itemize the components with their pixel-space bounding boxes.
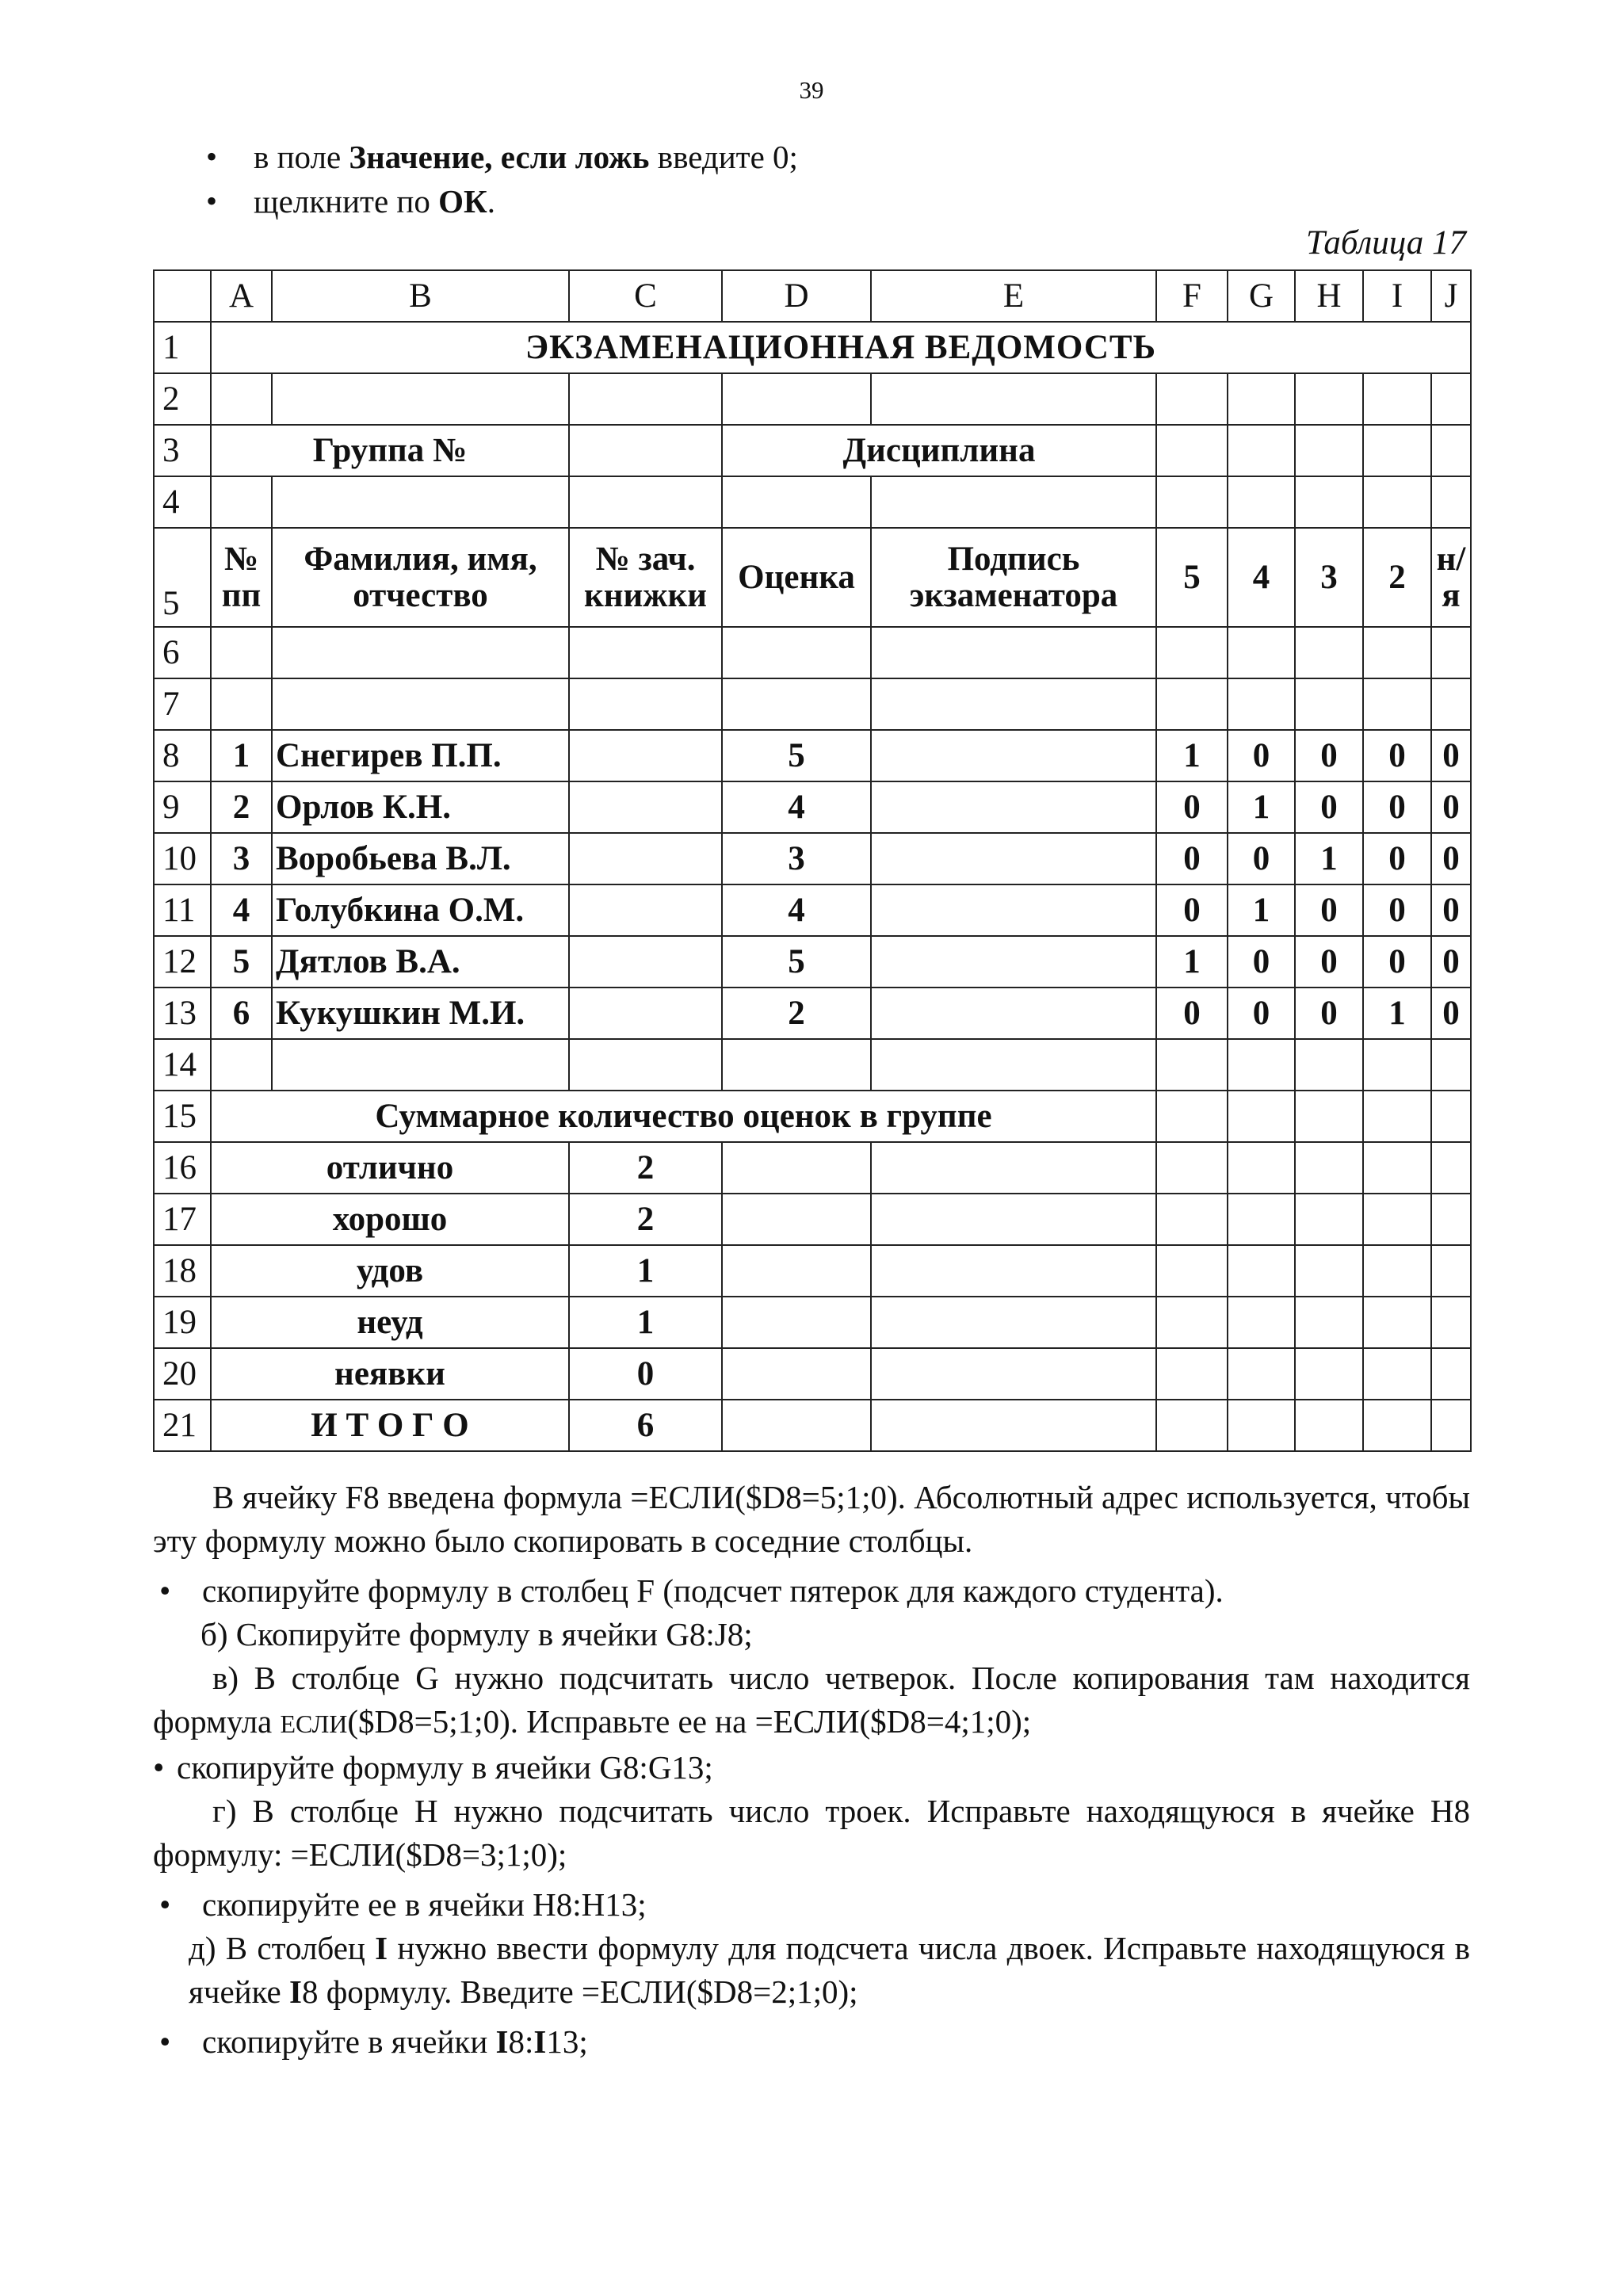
student-grade: 4 (722, 884, 871, 936)
table-row (154, 425, 1471, 476)
cell (1228, 1194, 1295, 1245)
cell (1156, 1348, 1228, 1400)
table-row (154, 1091, 1471, 1142)
summary-label: удов (211, 1245, 569, 1297)
list-item (153, 2020, 1470, 2064)
text-run: 8 формулу. Введите =ЕСЛИ($D8=2;1;0); (301, 1973, 858, 2010)
cell (871, 1245, 1156, 1297)
count-4: 0 (1228, 988, 1295, 1039)
student-number: 6 (211, 988, 272, 1039)
cell (871, 730, 1156, 781)
count-5: 0 (1156, 988, 1228, 1039)
student-name: Кукушкин М.И. (272, 988, 569, 1039)
list-item (206, 135, 798, 179)
cell (1228, 1091, 1295, 1142)
cell (569, 678, 722, 730)
column-header: B (272, 270, 569, 322)
text-run: нужно ввести формулу для подсчета числа двоек. Исправьте находящуюся в ячейке (189, 1930, 1470, 2010)
cell (211, 373, 272, 425)
row-number: 2 (154, 373, 211, 425)
header-cell: н/я (1431, 528, 1471, 627)
body-text (153, 1476, 1470, 2064)
cell (871, 678, 1156, 730)
cell (1431, 1039, 1471, 1091)
text-run: ($D8=5;1;0). Исправьте ее на =ЕСЛИ($D8=4;1;0); (347, 1703, 1032, 1740)
cell (1156, 373, 1228, 425)
paragraph: г) В столбце H нужно подсчитать число троек. Исправьте находящуюся в ячейке H8 формулу: =ЕСЛИ($D8=3;1;0); (153, 1793, 1470, 1873)
bold-text-run: I (288, 1973, 302, 2010)
student-name: Снегирев П.П. (272, 730, 569, 781)
text-run: 13; (546, 2023, 588, 2060)
sheet-title: ЭКЗАМЕНАЦИОННАЯ ВЕДОМОСТЬ (211, 322, 1471, 373)
cell (569, 373, 722, 425)
cell (722, 1194, 871, 1245)
row-number: 19 (154, 1297, 211, 1348)
cell (1228, 1142, 1295, 1194)
cell (1295, 1194, 1363, 1245)
cell (871, 1194, 1156, 1245)
count-2: 0 (1363, 936, 1431, 988)
header-cell (569, 528, 722, 627)
cell (722, 1348, 871, 1400)
count-3: 1 (1295, 833, 1363, 884)
count-2: 0 (1363, 781, 1431, 833)
count-absent: 0 (1431, 833, 1471, 884)
summary-value: 6 (569, 1400, 722, 1451)
row-number: 8 (154, 730, 211, 781)
row-number: 17 (154, 1194, 211, 1245)
cell (871, 1400, 1156, 1451)
student-number: 3 (211, 833, 272, 884)
count-5: 1 (1156, 936, 1228, 988)
header-line: Фамилия, имя, (304, 541, 537, 579)
cell (1431, 1194, 1471, 1245)
header-cell (272, 528, 569, 627)
count-absent: 0 (1431, 884, 1471, 936)
summary-label: хорошо (211, 1194, 569, 1245)
cell (1431, 425, 1471, 476)
summary-label: неуд (211, 1297, 569, 1348)
table-row (154, 678, 1471, 730)
cell (1363, 1400, 1431, 1451)
paragraph: В ячейку F8 введена формула =ЕСЛИ($D8=5;1;0). Абсолютный адрес используется, чтобы эту формулу можно было скопировать в соседние столбцы. (153, 1479, 1470, 1559)
cell (1431, 476, 1471, 528)
column-header: F (1156, 270, 1228, 322)
group-label: Группа № (211, 425, 569, 476)
cell (1363, 1194, 1431, 1245)
header-line: отчество (353, 576, 488, 614)
cell (1295, 1039, 1363, 1091)
row-number: 18 (154, 1245, 211, 1297)
cell (722, 1297, 871, 1348)
column-header: H (1295, 270, 1363, 322)
row-number: 16 (154, 1142, 211, 1194)
student-grade: 5 (722, 936, 871, 988)
cell (1228, 1245, 1295, 1297)
cell (1295, 373, 1363, 425)
cell (569, 781, 722, 833)
cell (722, 1400, 871, 1451)
cell (1295, 1297, 1363, 1348)
cell (1228, 678, 1295, 730)
cell (1156, 476, 1228, 528)
cell (1295, 1142, 1363, 1194)
cell (1156, 1091, 1228, 1142)
text-run: щелкните по (254, 183, 439, 220)
summary-title: Суммарное количество оценок в группе (211, 1091, 1156, 1142)
column-header: J (1431, 270, 1471, 322)
count-4: 1 (1228, 781, 1295, 833)
bold-text-run: I (495, 2023, 509, 2060)
row-number: 3 (154, 425, 211, 476)
count-absent: 0 (1431, 781, 1471, 833)
header-cell: 5 (1156, 528, 1228, 627)
cell (871, 988, 1156, 1039)
table-row (154, 373, 1471, 425)
summary-label: И Т О Г О (211, 1400, 569, 1451)
column-header: C (569, 270, 722, 322)
column-header: I (1363, 270, 1431, 322)
cell (1156, 627, 1228, 678)
cell (1363, 1091, 1431, 1142)
text-run: в поле (254, 139, 349, 175)
cell (1228, 1400, 1295, 1451)
cell (1295, 678, 1363, 730)
cell (211, 476, 272, 528)
count-2: 1 (1363, 988, 1431, 1039)
row-number: 12 (154, 936, 211, 988)
cell (871, 936, 1156, 988)
header-cell: Оценка (722, 528, 871, 627)
row-number: 10 (154, 833, 211, 884)
row-number: 5 (154, 528, 211, 627)
cell (1295, 1348, 1363, 1400)
summary-row (154, 1400, 1471, 1451)
cell (1363, 678, 1431, 730)
student-grade: 2 (722, 988, 871, 1039)
row-number: 20 (154, 1348, 211, 1400)
cell (871, 627, 1156, 678)
row-number: 21 (154, 1400, 211, 1451)
column-header: G (1228, 270, 1295, 322)
count-3: 0 (1295, 781, 1363, 833)
count-4: 0 (1228, 833, 1295, 884)
cell (569, 476, 722, 528)
count-4: 1 (1228, 884, 1295, 936)
cell (1363, 425, 1431, 476)
cell (569, 730, 722, 781)
column-header: D (722, 270, 871, 322)
header-cell: 3 (1295, 528, 1363, 627)
page-number: 39 (799, 76, 824, 104)
cell (569, 884, 722, 936)
exam-sheet-table (153, 269, 1472, 1452)
cell (722, 627, 871, 678)
summary-row (154, 1297, 1471, 1348)
bold-text-run: Значение, если ложь (349, 139, 650, 175)
row-number: 6 (154, 627, 211, 678)
cell (871, 476, 1156, 528)
cell (871, 781, 1156, 833)
table-row (154, 322, 1471, 373)
count-3: 0 (1295, 936, 1363, 988)
cell (1363, 1297, 1431, 1348)
list-item (206, 179, 798, 223)
row-number: 14 (154, 1039, 211, 1091)
cell (569, 425, 722, 476)
cell (569, 833, 722, 884)
row-number: 1 (154, 322, 211, 373)
paragraph (153, 1927, 1470, 2014)
table-caption: Таблица 17 (1306, 224, 1466, 262)
row-number: 11 (154, 884, 211, 936)
student-name: Воробьева В.Л. (272, 833, 569, 884)
summary-value: 1 (569, 1245, 722, 1297)
summary-row (154, 1245, 1471, 1297)
summary-label: отлично (211, 1142, 569, 1194)
cell (722, 1039, 871, 1091)
count-absent: 0 (1431, 936, 1471, 988)
count-2: 0 (1363, 833, 1431, 884)
cell (272, 627, 569, 678)
cell (1431, 1297, 1471, 1348)
count-5: 0 (1156, 884, 1228, 936)
count-4: 0 (1228, 730, 1295, 781)
cell (1228, 1297, 1295, 1348)
cell (871, 1348, 1156, 1400)
cell (1363, 1039, 1431, 1091)
cell (569, 1039, 722, 1091)
student-row (154, 884, 1471, 936)
cell (569, 627, 722, 678)
list-item: • скопируйте ее в ячейки H8:H13; (153, 1883, 1470, 1927)
count-2: 0 (1363, 884, 1431, 936)
header-line: № зач. (595, 541, 696, 579)
cell (1156, 1142, 1228, 1194)
bold-text-run: I (533, 2023, 547, 2060)
cell (1295, 627, 1363, 678)
student-row (154, 936, 1471, 988)
text-run: в) В столбце G нужно подсчитать число четверок. После копирования там находится формула (153, 1660, 1470, 1740)
cell (1295, 1245, 1363, 1297)
cell (272, 1039, 569, 1091)
cell (722, 373, 871, 425)
cell (1363, 1142, 1431, 1194)
summary-row (154, 1142, 1471, 1194)
text-run: ЕСЛИ (280, 1710, 348, 1738)
cell (1228, 476, 1295, 528)
cell (1228, 373, 1295, 425)
text-run: д) В столбец (189, 1930, 376, 1966)
count-2: 0 (1363, 730, 1431, 781)
cell (211, 627, 272, 678)
student-grade: 4 (722, 781, 871, 833)
cell (1431, 627, 1471, 678)
cell (871, 884, 1156, 936)
bold-text-run: I (375, 1930, 388, 1966)
summary-row (154, 1194, 1471, 1245)
paragraph (153, 1656, 1470, 1746)
student-row (154, 730, 1471, 781)
cell (722, 678, 871, 730)
cell (1295, 476, 1363, 528)
cell (1228, 425, 1295, 476)
table-row (154, 476, 1471, 528)
summary-label: неявки (211, 1348, 569, 1400)
count-3: 0 (1295, 884, 1363, 936)
student-name: Голубкина О.М. (272, 884, 569, 936)
header-line: Подпись (947, 541, 1080, 579)
header-cell: 4 (1228, 528, 1295, 627)
text-run: скопируйте в ячейки (202, 2023, 496, 2060)
header-line: № (223, 541, 259, 579)
cell (272, 678, 569, 730)
cell (722, 1245, 871, 1297)
cell (1156, 1400, 1228, 1451)
header-line: пп (221, 576, 262, 614)
summary-value: 2 (569, 1142, 722, 1194)
header-cell: 2 (1363, 528, 1431, 627)
count-4: 0 (1228, 936, 1295, 988)
cell (871, 373, 1156, 425)
cell (1156, 1039, 1228, 1091)
list-item: • скопируйте формулу в столбец F (подсчет пятерок для каждого студента). (153, 1569, 1470, 1613)
cell (1431, 1091, 1471, 1142)
summary-value: 2 (569, 1194, 722, 1245)
row-number: 4 (154, 476, 211, 528)
cell (569, 988, 722, 1039)
count-absent: 0 (1431, 730, 1471, 781)
discipline-label: Дисциплина (722, 425, 1156, 476)
student-name: Орлов К.Н. (272, 781, 569, 833)
bold-text-run: ОК (438, 183, 487, 220)
summary-row (154, 1348, 1471, 1400)
cell (1431, 1245, 1471, 1297)
header-cell (871, 528, 1156, 627)
cell (1363, 1245, 1431, 1297)
cell (211, 678, 272, 730)
cell (569, 936, 722, 988)
cell (871, 1142, 1156, 1194)
cell (272, 373, 569, 425)
row-number: 13 (154, 988, 211, 1039)
cell (1156, 1245, 1228, 1297)
cell (1228, 1039, 1295, 1091)
cell (1363, 476, 1431, 528)
header-line: экзаменатора (909, 576, 1118, 614)
count-5: 1 (1156, 730, 1228, 781)
cell (1295, 425, 1363, 476)
cell (1295, 1400, 1363, 1451)
cell (1363, 627, 1431, 678)
corner-cell (154, 270, 211, 322)
cell (722, 476, 871, 528)
student-number: 1 (211, 730, 272, 781)
column-header: E (871, 270, 1156, 322)
header-cell (211, 528, 272, 627)
student-number: 5 (211, 936, 272, 988)
cell (1228, 1348, 1295, 1400)
cell (722, 1142, 871, 1194)
count-3: 0 (1295, 730, 1363, 781)
cell (1431, 1142, 1471, 1194)
student-grade: 3 (722, 833, 871, 884)
cell (1156, 1194, 1228, 1245)
cell (1363, 373, 1431, 425)
student-grade: 5 (722, 730, 871, 781)
cell (1363, 1348, 1431, 1400)
instruction-list (206, 135, 798, 223)
cell (871, 1039, 1156, 1091)
student-number: 2 (211, 781, 272, 833)
summary-value: 1 (569, 1297, 722, 1348)
text-run: 8: (508, 2023, 534, 2060)
summary-value: 0 (569, 1348, 722, 1400)
cell (1156, 425, 1228, 476)
table-header-row (154, 528, 1471, 627)
count-absent: 0 (1431, 988, 1471, 1039)
cell (1156, 1297, 1228, 1348)
cell (1431, 1400, 1471, 1451)
row-number: 9 (154, 781, 211, 833)
student-row (154, 988, 1471, 1039)
student-name: Дятлов В.А. (272, 936, 569, 988)
header-line: книжки (583, 576, 708, 614)
list-item: • скопируйте формулу в ячейки G8:G13; (153, 1746, 1470, 1790)
column-header-row (154, 270, 1471, 322)
cell (1295, 1091, 1363, 1142)
student-row (154, 833, 1471, 884)
count-5: 0 (1156, 781, 1228, 833)
student-number: 4 (211, 884, 272, 936)
student-row (154, 781, 1471, 833)
table-row (154, 627, 1471, 678)
cell (871, 833, 1156, 884)
table-row (154, 1039, 1471, 1091)
count-5: 0 (1156, 833, 1228, 884)
count-3: 0 (1295, 988, 1363, 1039)
cell (1431, 1348, 1471, 1400)
text-run: введите 0; (649, 139, 798, 175)
row-number: 7 (154, 678, 211, 730)
row-number: 15 (154, 1091, 211, 1142)
cell (871, 1297, 1156, 1348)
text-run: . (487, 183, 495, 220)
paragraph: б) Скопируйте формулу в ячейки G8:J8; (200, 1616, 753, 1652)
cell (211, 1039, 272, 1091)
column-header: A (211, 270, 272, 322)
cell (1156, 678, 1228, 730)
cell (1431, 373, 1471, 425)
cell (1228, 627, 1295, 678)
cell (1431, 678, 1471, 730)
cell (272, 476, 569, 528)
